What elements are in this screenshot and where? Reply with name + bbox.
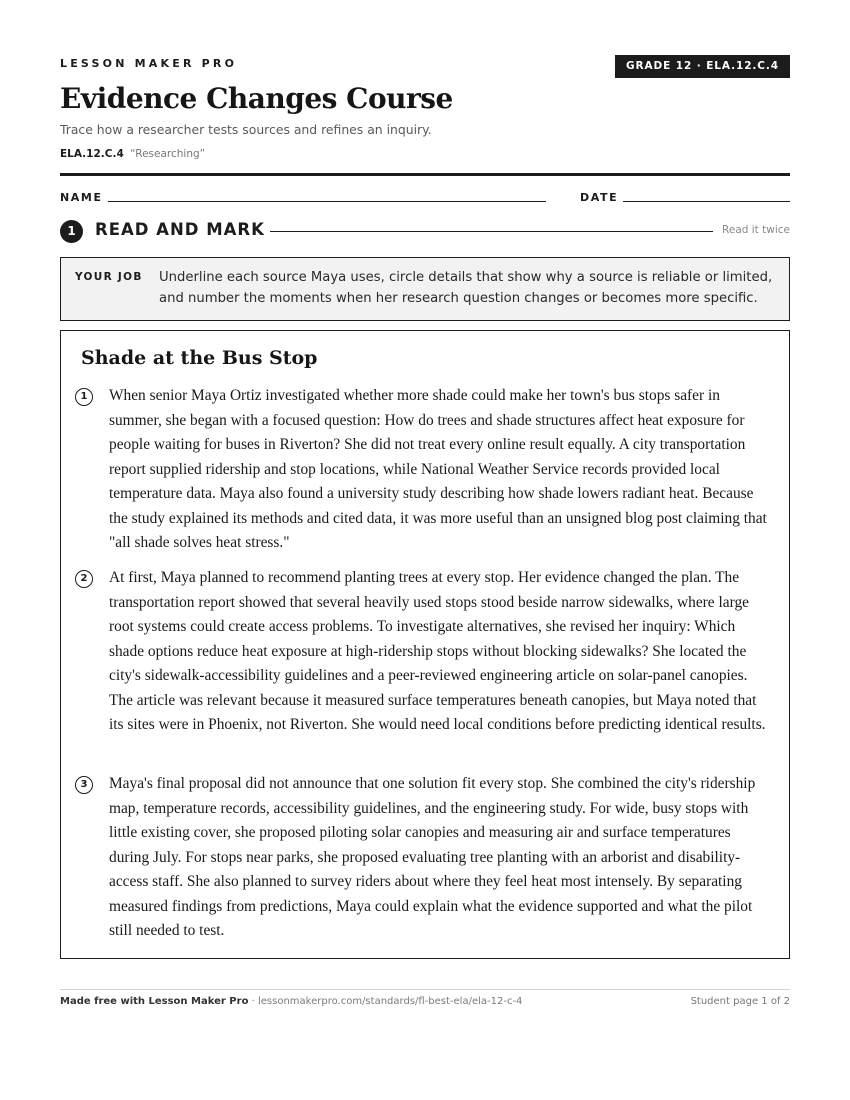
instructions-text: Underline each source Maya uses, circle details that show why a source is reliable or limited, and number the moments when her research question changes or becomes more specific. [159, 270, 773, 306]
section-note: Read it twice [722, 224, 790, 236]
standard-code: ELA.12.C.4 [60, 148, 124, 160]
section-divider [270, 231, 713, 232]
standard-name: “Researching” [130, 148, 206, 160]
grade-standard-badge: GRADE 12 · ELA.12.C.4 [615, 55, 790, 78]
section-title: READ AND MARK [95, 220, 265, 239]
name-label: NAME [60, 191, 103, 204]
paragraph-number-badge: 2 [75, 570, 93, 588]
page-indicator: Student page 1 of 2 [690, 996, 790, 1007]
paragraph-number-badge: 3 [75, 776, 93, 794]
paragraph-text: Maya's final proposal did not announce that one solution fit every stop. She combined the city's ridership map, temperature records, accessibility guidelines, and the engineering study. For wide, busy stops with little existing cover, she proposed piloting solar canopies and measuring air and surface temperatures during July. For stops near parks, she proposed evaluating tree planting with an arborist and disability-access staff. She also planned to survey riders about where they feel heat most intensely. By separating measured findings from predictions, Maya could explain what the evidence supported and what the pilot still needed to test. [109, 775, 756, 939]
paragraph-number-badge: 1 [75, 388, 93, 406]
date-label: DATE [580, 191, 619, 204]
standard-line [60, 148, 205, 160]
instructions-box [60, 257, 790, 321]
passage-title: Shade at the Bus Stop [81, 347, 318, 369]
name-field[interactable] [108, 201, 546, 202]
brand-name: LESSON MAKER PRO [60, 57, 238, 70]
section-number-badge: 1 [60, 220, 83, 243]
instructions-label: YOUR JOB [75, 271, 143, 283]
paragraph-text: At first, Maya planned to recommend planting trees at every stop. Her evidence changed the plan. The transportation report showed that several heavily used stops stood beside narrow sidewalks, where large root systems could create access problems. To investigate alternatives, she revised her inquiry: Which shade options reduce heat exposure at high-ridership stops without blocking sidewalks? She located the city's sidewalk-accessibility guidelines and a peer-reviewed engineering article on solar-panel canopies. The article was relevant because it measured surface temperatures beneath canopies, but Maya noted that its sites were in Phoenix, not Riverton. She would need local conditions before predicting identical results. [109, 569, 766, 733]
worksheet-title: Evidence Changes Course [60, 82, 453, 115]
footer-url[interactable]: · lessonmakerpro.com/standards/fl-best-ela/ela-12-c-4 [248, 996, 523, 1007]
footer-divider [60, 989, 790, 990]
date-field[interactable] [623, 201, 790, 202]
worksheet-subtitle: Trace how a researcher tests sources and refines an inquiry. [60, 122, 432, 137]
footer-credit: Made free with Lesson Maker Pro [60, 996, 249, 1007]
header-divider [60, 173, 790, 176]
paragraph-text: When senior Maya Ortiz investigated whether more shade could make her town's bus stops safer in summer, she began with a focused question: How do trees and shade structures affect heat exposure for people waiting for buses in Riverton? She did not treat every online result equally. A city transportation report supplied ridership and stop locations, while National Weather Service records provided local temperature data. Maya also found a university study describing how shade lowers radiant heat. Because the study explained its methods and cited data, it was more useful than an unsigned blog post claiming that "all shade solves heat stress." [109, 387, 767, 551]
footer-credit-line [60, 996, 522, 1007]
reading-passage [60, 330, 790, 959]
